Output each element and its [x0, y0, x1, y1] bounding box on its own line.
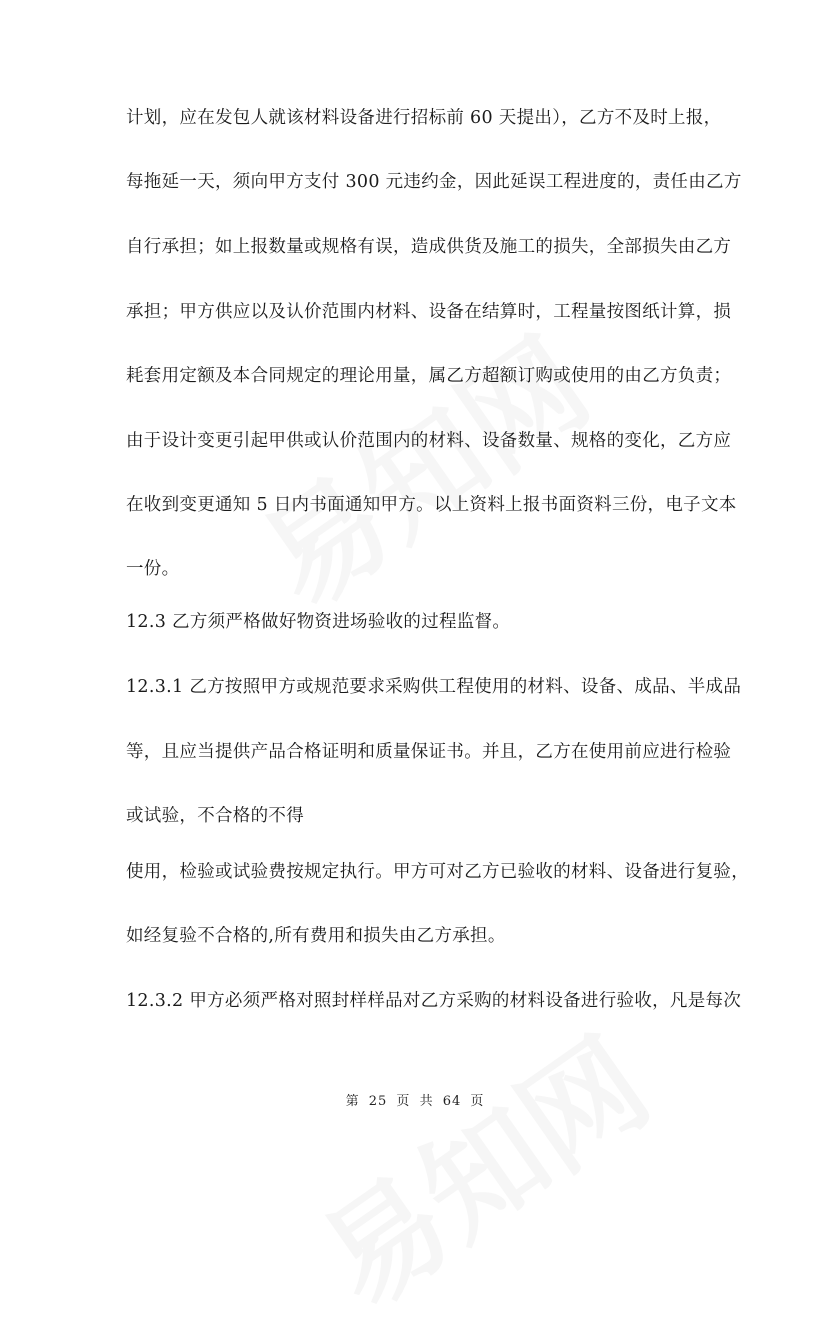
clause-12-3-1-line-5: 如经复验不合格的,所有费用和损失由乙方承担。 — [126, 926, 506, 946]
body-line-1: 计划，应在发包人就该材料设备进行招标前 60 天提出），乙方不及时上报， — [126, 108, 722, 128]
clause-12-3-2-line-1: 12.3.2 甲方必须严格对照封样样品对乙方采购的材料设备进行验收，凡是每次 — [126, 991, 742, 1011]
clause-12-3-1-line-3: 或试验，不合格的不得 — [126, 806, 304, 826]
body-line-5: 耗套用定额及本合同规定的理论用量，属乙方超额订购或使用的由乙方负责； — [126, 366, 732, 386]
body-line-8: 一份。 — [126, 559, 180, 579]
clause-12-3-1-line-2: 等，且应当提供产品合格证明和质量保证书。并且，乙方在使用前应进行检验 — [126, 742, 732, 762]
footer-suffix: 页 — [470, 1094, 485, 1109]
footer-total-pages: 64 — [442, 1094, 462, 1109]
clause-12-3-1-line-1: 12.3.1 乙方按照甲方或规范要求采购供工程使用的材料、设备、成品、半成品 — [126, 677, 742, 697]
body-line-2: 每拖延一天，须向甲方支付 300 元违约金，因此延误工程进度的，责任由乙方 — [126, 172, 742, 192]
footer-total-label: 共 — [419, 1094, 434, 1109]
clause-12-3-1-line-4: 使用，检验或试验费按规定执行。甲方可对乙方已验收的材料、设备进行复验， — [126, 862, 749, 882]
body-line-4: 承担；甲方供应以及认价范围内材料、设备在结算时，工程量按图纸计算，损 — [126, 302, 732, 322]
watermark-lower — [283, 992, 677, 1339]
body-line-7: 在收到变更通知 5 日内书面通知甲方。以上资料上报书面资料三份，电子文本 — [126, 495, 737, 515]
footer-current-page: 25 — [368, 1094, 388, 1109]
footer-prefix: 第 — [345, 1094, 360, 1109]
watermark — [223, 292, 617, 639]
page-footer — [0, 1090, 830, 1109]
footer-page-unit: 页 — [396, 1094, 411, 1109]
body-line-6: 由于设计变更引起甲供或认价范围内的材料、设备数量、规格的变化，乙方应 — [126, 431, 732, 451]
body-line-3: 自行承担；如上报数量或规格有误，造成供货及施工的损失，全部损失由乙方 — [126, 237, 732, 257]
section-heading-12-3: 12.3 乙方须严格做好物资进场验收的过程监督。 — [126, 612, 511, 632]
